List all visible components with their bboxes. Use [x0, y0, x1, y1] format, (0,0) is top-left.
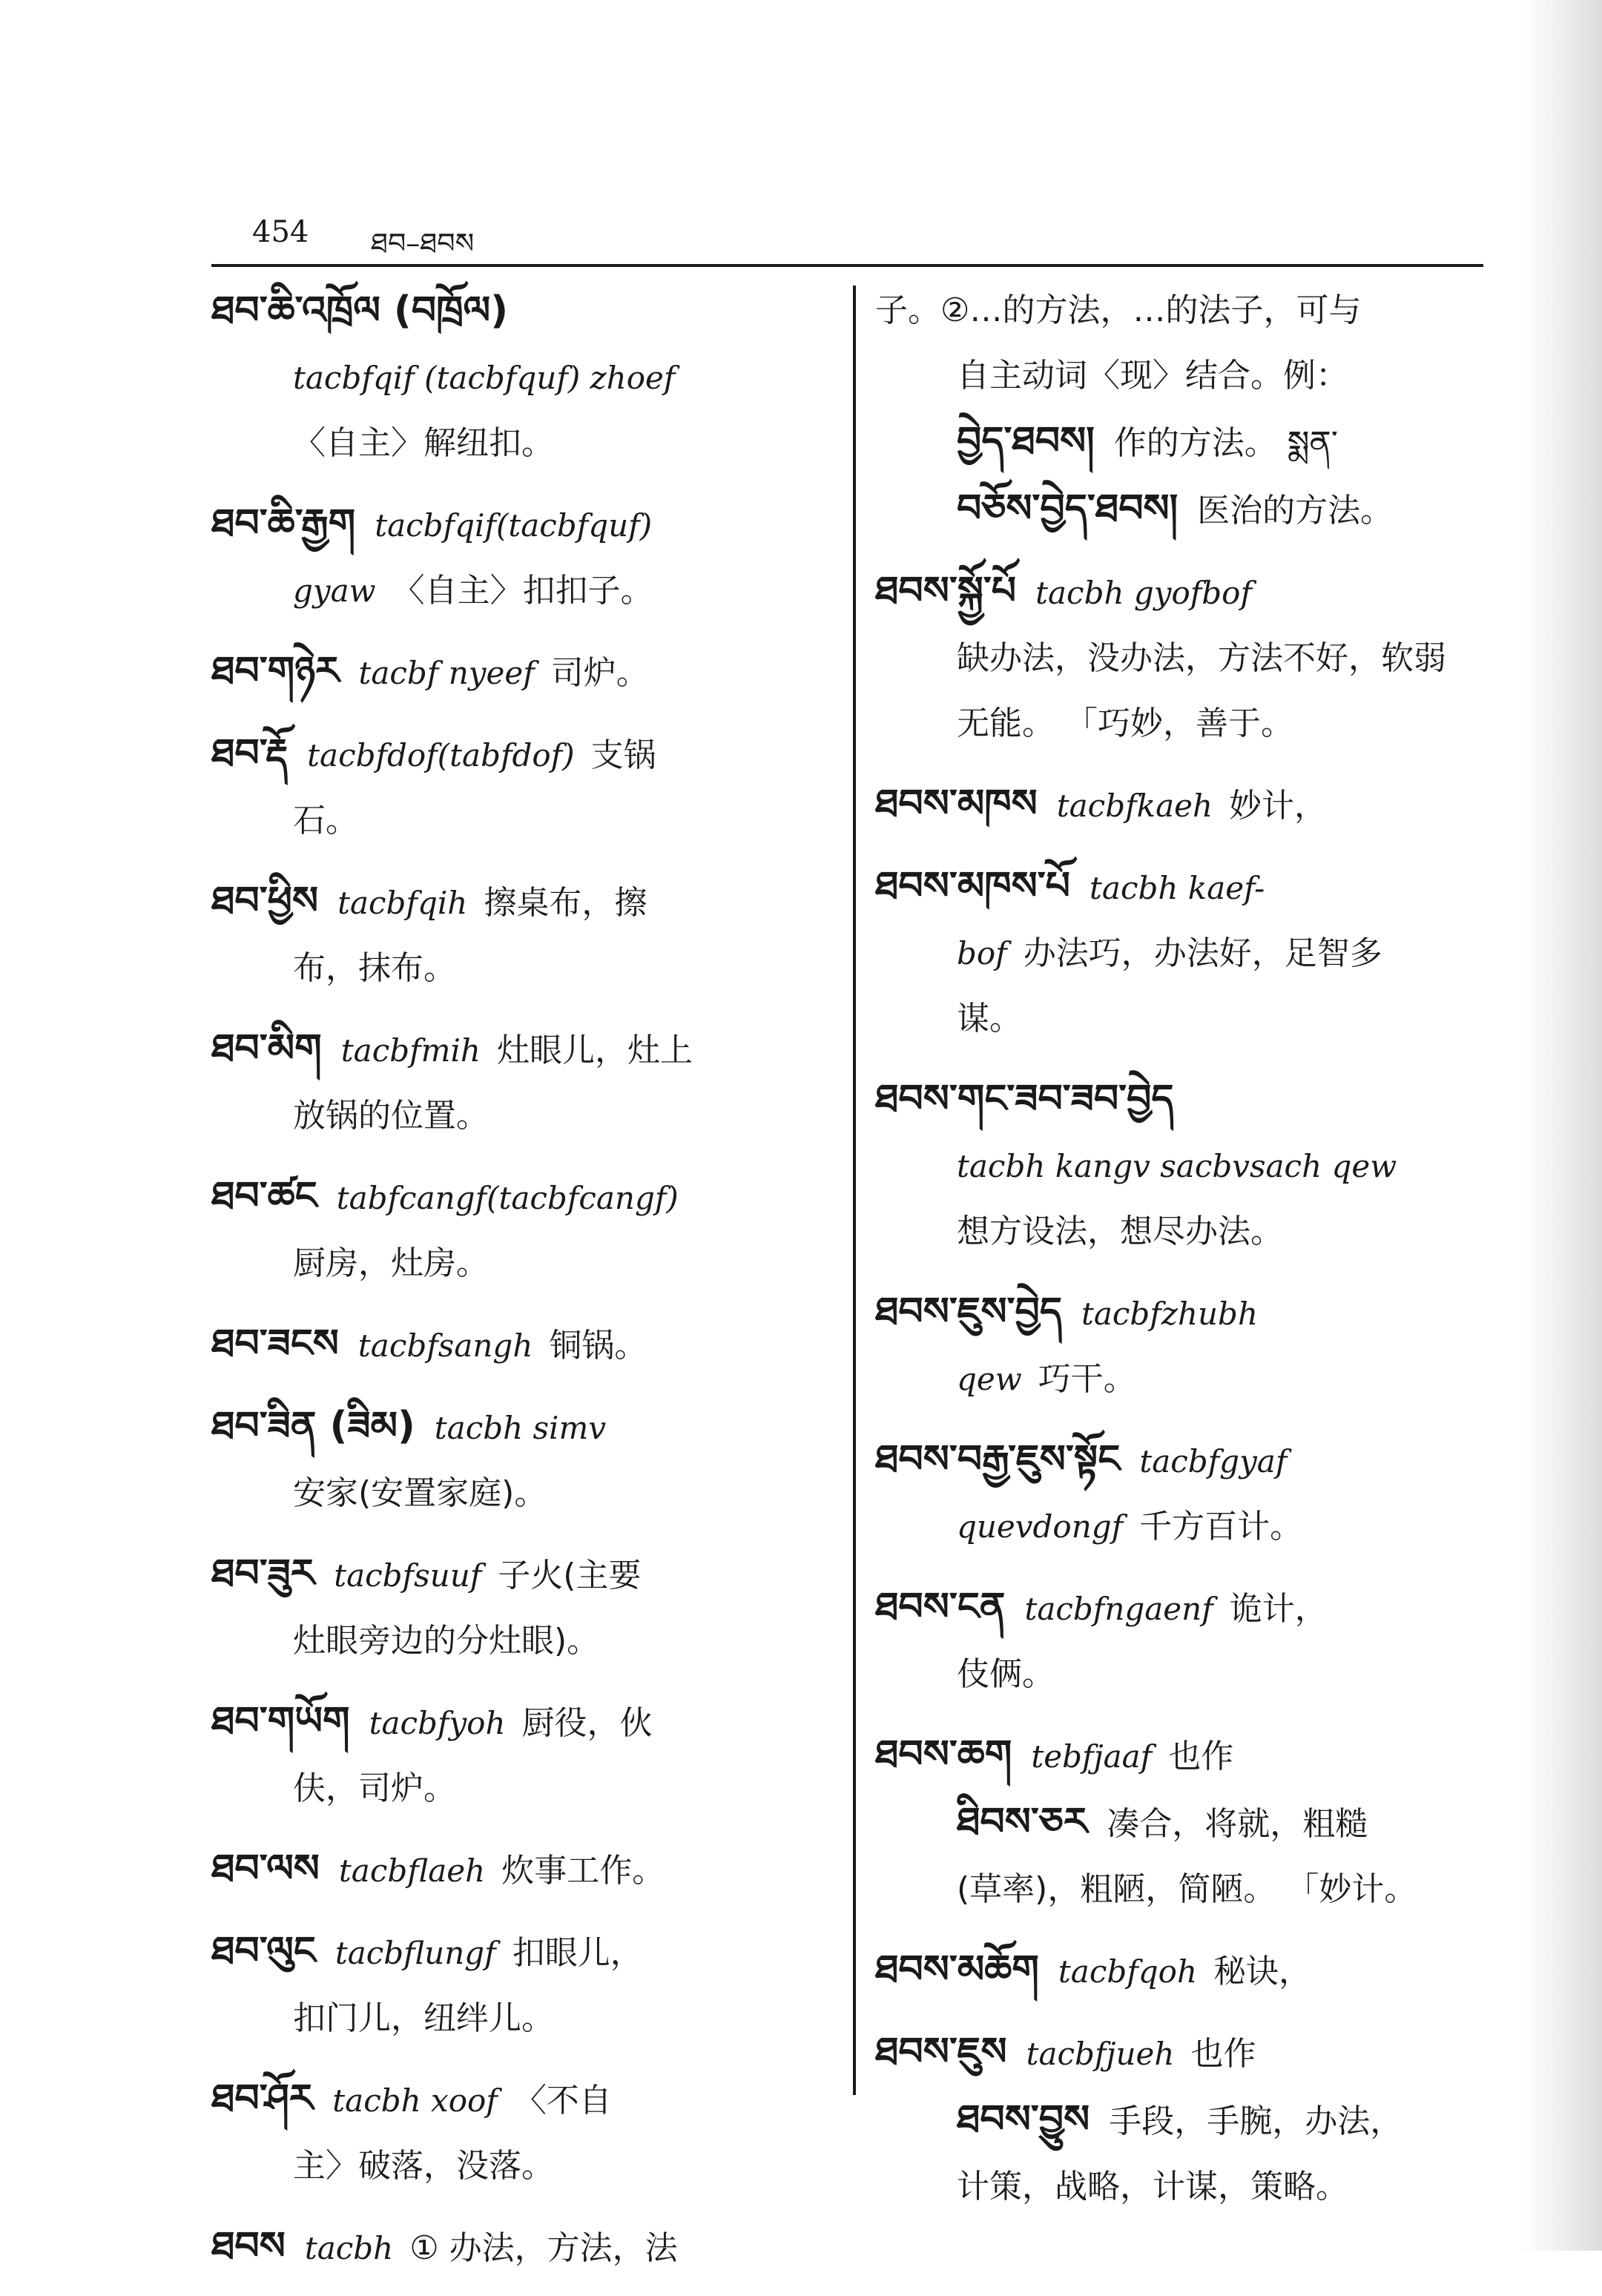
entry-line [211, 788, 834, 854]
dictionary-entry [875, 278, 1498, 544]
headword-tibetan: ཐབས་ངན [875, 1585, 1006, 1629]
definition: 想方设法，想尽办法。 [957, 1213, 1283, 1250]
column-divider [853, 286, 856, 2095]
definition: 妙计， [1229, 787, 1328, 825]
romanization: tacbfjueh [1026, 2036, 1175, 2072]
entry-line [875, 1642, 1498, 1707]
headword-tibetan: ཐབ་ཟུར [211, 1551, 315, 1596]
headword-tibetan: བྱེད་ཐབས། [957, 419, 1095, 464]
definition: 也作 [1168, 1738, 1234, 1775]
definition: 灶眼儿，灶上 [496, 1032, 693, 1069]
headword-tibetan: བཅོས་བྱེད་ཐབས། [957, 486, 1179, 531]
entry-line [211, 411, 834, 476]
entry-line [875, 558, 1498, 626]
dictionary-entry [211, 721, 834, 854]
entry-line [211, 1016, 834, 1083]
definition: (草率)，粗陋，简陋。 「妙计。 [957, 1870, 1417, 1908]
entry-line [211, 1919, 834, 1986]
dictionary-entry [875, 2019, 1498, 2220]
romanization: tacbfmih [340, 1032, 481, 1069]
headword-tibetan: ཐབ་གཉེར [211, 649, 340, 693]
definition: 医治的方法。 [1197, 492, 1394, 530]
headword-tibetan: ཐབས་ཇུས [875, 2030, 1007, 2074]
entry-line [211, 346, 834, 411]
entry-line [875, 1789, 1498, 1857]
definition: 〈不自 [513, 2082, 612, 2119]
romanization: tacbh xoof [332, 2082, 498, 2119]
romanization: tacbfdof(tabfdof) [307, 737, 575, 773]
dictionary-entry [211, 868, 834, 1001]
definition: 司炉。 [550, 654, 649, 692]
romanization: tacbf nyeef [358, 655, 535, 691]
headword-tibetan: ཐབས་བརྒྱ་ཇུས་སྟོང [875, 1437, 1121, 1482]
entry-line [211, 558, 834, 624]
dictionary-entry [211, 639, 834, 706]
headword-tibetan: ཐབ་མིག [211, 1026, 322, 1071]
page-number: 454 [252, 215, 309, 249]
romanization: tacbfyoh [369, 1705, 506, 1741]
entry-line [211, 1756, 834, 1821]
entry-line [875, 476, 1498, 544]
definition: 子。②…的方法，…的法子，可与 [875, 291, 1362, 329]
right-column [875, 278, 1498, 2234]
headword-tibetan: ཐབ་ཆི་རྒྱག [211, 501, 356, 546]
definition: 缺办法，没办法，方法不好，软弱 [957, 639, 1446, 677]
dictionary-entry [875, 771, 1498, 839]
romanization: tacbfsuuf [334, 1557, 482, 1594]
headword-tibetan: ཐབ་ཆི་འཁྲོལ (བཁྲོལ) [211, 288, 508, 333]
page-edge-shadow [1520, 0, 1602, 2251]
headword-tibetan: ཐིབས་ཅར [957, 1800, 1088, 1844]
entry-line [875, 921, 1498, 986]
entry-line [875, 2019, 1498, 2087]
entry-line [875, 2154, 1498, 2220]
headword-tibetan: ཐབ་ལུང [211, 1929, 316, 1973]
romanization: tacbh gyofbof [1035, 575, 1253, 611]
definition: 伕，司炉。 [293, 1769, 456, 1807]
dictionary-entry [211, 1919, 834, 2051]
entry-line [211, 868, 834, 936]
dictionary-entry [211, 2066, 834, 2199]
entry-line [875, 1199, 1498, 1264]
dictionary-entry [875, 854, 1498, 1052]
romanization: tacbh [304, 2230, 394, 2266]
definition: 谋。 [957, 1000, 1022, 1038]
definition: 厨役，伙 [521, 1704, 653, 1742]
definition: 巧干。 [1038, 1360, 1136, 1398]
definition: 擦桌布，擦 [484, 884, 647, 922]
entry-line [211, 278, 834, 346]
dictionary-entry [875, 558, 1498, 756]
romanization: tacbfqif(tacbfquf) [375, 507, 653, 544]
definition: 扣门儿，纽绊儿。 [293, 1999, 554, 2037]
romanization: tacbfzhubh [1081, 1296, 1258, 1332]
headword-tibetan: ཐབས་མཁས་པོ [875, 864, 1071, 908]
entry-line [211, 2214, 834, 2281]
dictionary-entry [211, 1541, 834, 1674]
headword-tibetan: ཐབས་སྐྱོ་པོ [875, 569, 1017, 613]
dictionary-entry [875, 1937, 1498, 2005]
definition: 石。 [293, 802, 358, 839]
dictionary-entry [875, 1279, 1498, 1412]
entry-line [875, 771, 1498, 839]
definition: 炊事工作。 [501, 1852, 665, 1890]
entry-line [211, 721, 834, 788]
dictionary-entry [211, 491, 834, 624]
dictionary-entry [875, 1066, 1498, 1264]
entry-line [875, 1279, 1498, 1347]
entry-line [875, 626, 1498, 691]
dictionary-entry [211, 1836, 834, 1904]
romanization: tacbfqih [337, 885, 468, 921]
romanization: bof [957, 935, 1007, 971]
entry-line [211, 1986, 834, 2051]
entry-line [875, 1494, 1498, 1560]
romanization: tacbfqoh [1058, 1953, 1197, 1990]
romanization: tacbh simv [434, 1410, 607, 1446]
entry-line [211, 1461, 834, 1526]
headword-tibetan: ཐབ་ཟིན (ཟིམ) [211, 1404, 415, 1448]
definition: 伎俩。 [957, 1655, 1055, 1693]
entry-line [875, 1347, 1498, 1412]
entry-line [211, 1231, 834, 1296]
romanization: tacbfngaenf [1024, 1591, 1213, 1627]
definition: ① 办法，方法，法 [409, 2229, 678, 2267]
dictionary-entry [211, 2214, 834, 2281]
headword-tibetan: ཐབ་གཡོག [211, 1699, 350, 1744]
romanization: tacbfsangh [357, 1327, 533, 1364]
definition: 计策，战略，计谋，策略。 [957, 2168, 1348, 2206]
entry-line [875, 409, 1498, 476]
headword-tibetan: ཐབ་ལས [211, 1847, 320, 1891]
romanization: tacbh kaef- [1090, 870, 1265, 906]
entry-line [875, 1937, 1498, 2005]
romanization: tacbflungf [334, 1935, 496, 1971]
headword-tibetan: ཐབས་མཆོག [875, 1947, 1039, 1992]
entry-line [211, 936, 834, 1001]
dictionary-entry [211, 1689, 834, 1821]
romanization: tacbflaeh [338, 1853, 486, 1889]
definition: 手段，手腕，办法， [1109, 2102, 1403, 2140]
dictionary-entry [875, 1574, 1498, 1707]
romanization: tacbh kangv sacbvsach qew [957, 1148, 1397, 1184]
entry-line [211, 1393, 834, 1461]
dictionary-entry [211, 1393, 834, 1526]
definition: 主〉破落，没落。 [293, 2147, 554, 2185]
headword-tibetan: ཐབ་ཟངས [211, 1322, 339, 1366]
romanization: quevdongf [957, 1508, 1124, 1545]
definition: 作的方法。 སྨན་ [1113, 424, 1339, 462]
entry-line [875, 343, 1498, 409]
dictionary-entry [211, 1164, 834, 1296]
definition: 子火(主要 [498, 1557, 642, 1594]
romanization: tebfjaaf [1031, 1738, 1153, 1775]
definition: 布，抹布。 [293, 949, 456, 987]
definition: 无能。 「巧妙，善于。 [957, 705, 1293, 742]
entry-line [875, 2087, 1498, 2154]
definition: 凑合，将就，粗糙 [1107, 1805, 1368, 1843]
entry-line [875, 854, 1498, 921]
romanization: tabfcangf(tacbfcangf) [336, 1180, 679, 1216]
header-rule [211, 264, 1483, 267]
definition: 支锅 [590, 736, 656, 774]
definition: 厨房，灶房。 [293, 1244, 489, 1282]
headword-tibetan: ཐབ་ཚང [211, 1174, 317, 1218]
entry-line [875, 1066, 1498, 1134]
entry-line [211, 1609, 834, 1674]
entry-line [875, 691, 1498, 756]
definition: 扣眼儿， [512, 1934, 643, 1972]
headword-tibetan: ཐབས [211, 2224, 286, 2269]
headword-tibetan: ཐབ་ཕྱིས [211, 879, 319, 923]
headword-tibetan: ཐབ་ཤོར [211, 2076, 314, 2121]
definition: 放锅的位置。 [293, 1097, 489, 1135]
romanization: tacbfqif (tacbfquf) zhoef [293, 360, 676, 396]
definition: 〈自主〉扣扣子。 [392, 572, 653, 610]
dictionary-entry [211, 278, 834, 476]
headword-tibetan: ཐབས་གང་ཟབ་ཟབ་བྱེད [875, 1077, 1174, 1121]
dictionary-entry [211, 1311, 834, 1379]
definition: 铜锅。 [549, 1327, 647, 1365]
entry-line [211, 639, 834, 706]
romanization: qew [957, 1361, 1022, 1397]
definition: 也作 [1190, 2035, 1256, 2073]
dictionary-entry [211, 1016, 834, 1149]
headword-tibetan: ཐབས་ཇུས་བྱེད [875, 1290, 1062, 1334]
entry-line [875, 1427, 1498, 1494]
dictionary-entry [875, 1722, 1498, 1922]
entry-line [211, 1689, 834, 1756]
entry-line [211, 1836, 834, 1904]
entry-line [211, 1164, 834, 1231]
entry-line [875, 986, 1498, 1052]
entry-line [875, 278, 1498, 343]
headword-tibetan: ཐབས་ཆག [875, 1732, 1012, 1777]
running-head: ཐབ–ཐབས [371, 227, 475, 260]
definition: 千方百计。 [1139, 1508, 1303, 1545]
headword-tibetan: ཐབ་རྡོ [211, 731, 289, 776]
romanization: gyaw [293, 573, 376, 609]
romanization: tacbfgyaf [1139, 1443, 1288, 1479]
left-column [211, 278, 834, 2296]
entry-line [875, 1857, 1498, 1922]
entry-line [211, 491, 834, 558]
definition: 诡计， [1229, 1590, 1328, 1628]
headword-tibetan: ཐབས་བྱུས [957, 2097, 1090, 2142]
definition: 安家(安置家庭)。 [293, 1474, 547, 1512]
entry-line [211, 1541, 834, 1609]
dictionary-entry [875, 1427, 1498, 1560]
headword-tibetan: ཐབས་མཁས [875, 782, 1038, 826]
entry-line [211, 2066, 834, 2134]
romanization: tacbfkaeh [1056, 788, 1213, 824]
definition: 自主动词〈现〉结合。例： [957, 357, 1348, 395]
entry-line [875, 1574, 1498, 1642]
definition: 办法巧，办法好，足智多 [1023, 934, 1382, 972]
definition: 〈自主〉解纽扣。 [293, 424, 554, 462]
entry-line [211, 2134, 834, 2199]
entry-line [211, 1311, 834, 1379]
definition: 灶眼旁边的分灶眼)。 [293, 1622, 600, 1660]
entry-line [875, 1134, 1498, 1199]
entry-line [875, 1722, 1498, 1789]
entry-line [211, 1083, 834, 1149]
definition: 秘诀， [1213, 1953, 1311, 1990]
